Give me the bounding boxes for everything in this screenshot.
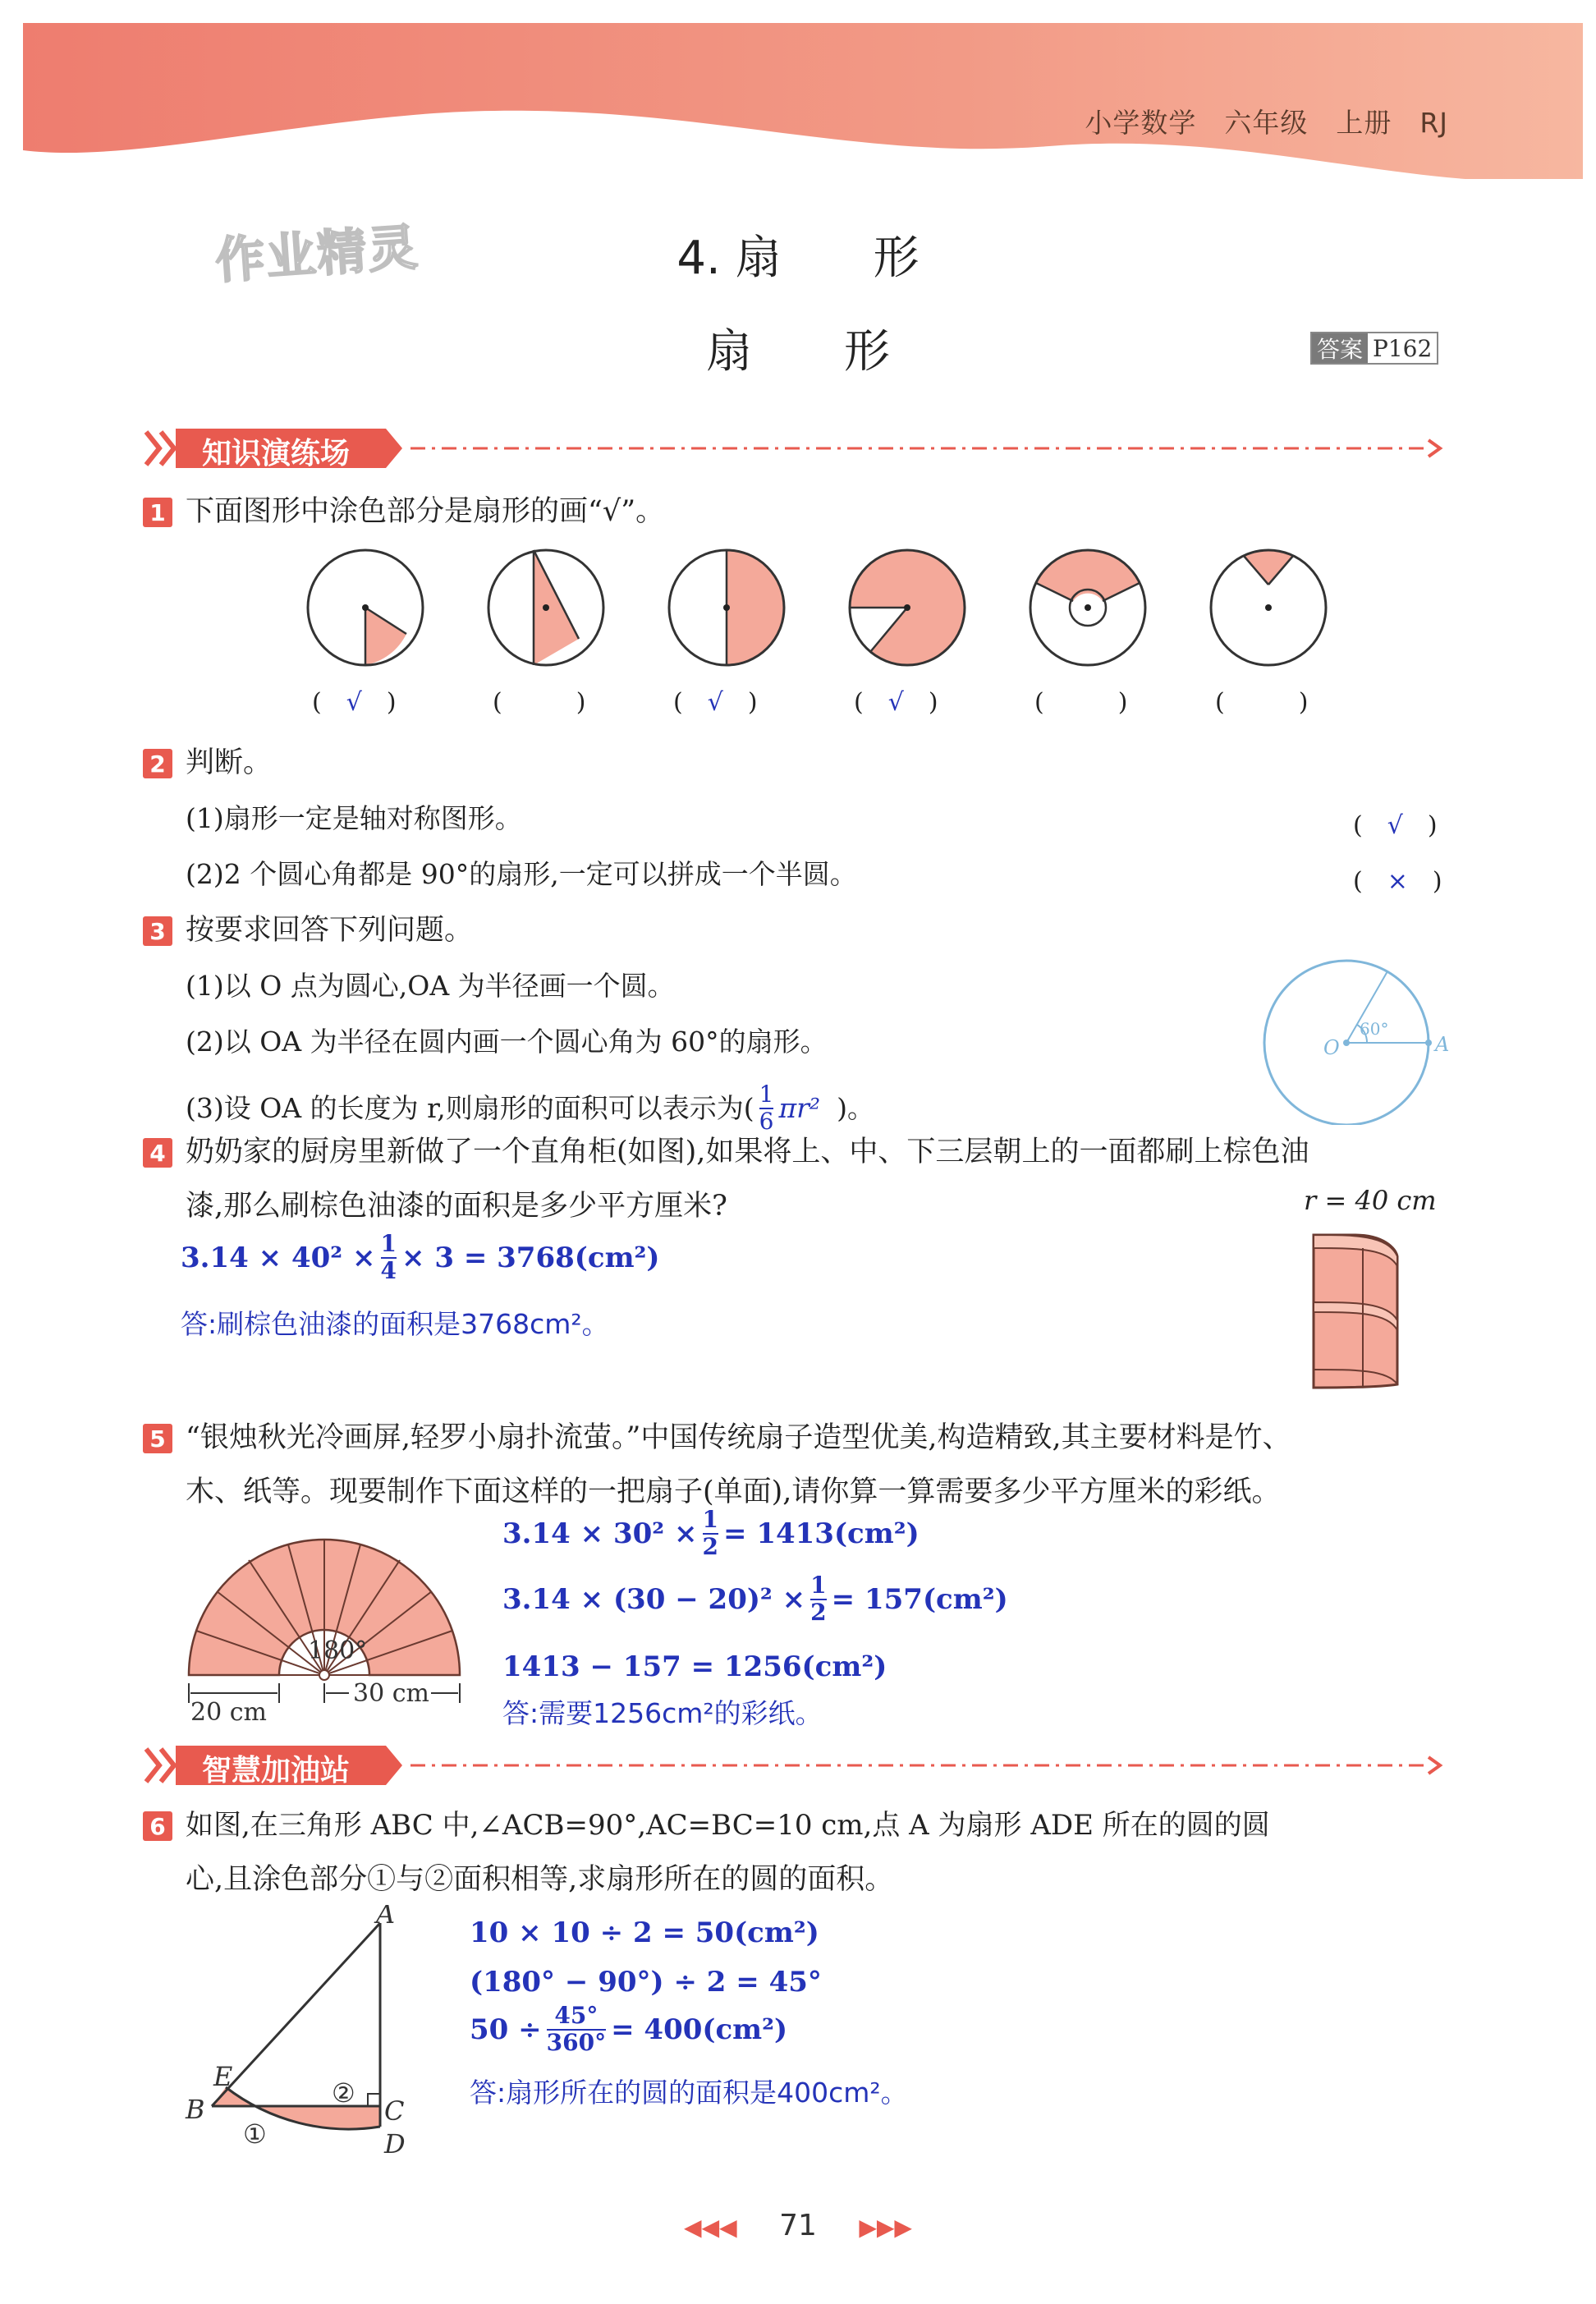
q5-solution-3: 1413 − 157 = 1256(cm²): [502, 1650, 887, 1683]
q4-radius: r = 40 cm: [1304, 1185, 1437, 1216]
q6-solution-3: 50 ÷ $\frac{45^\circ}{360^\circ}$ = 400(cm²): [470, 2002, 788, 2056]
q4-line2: 漆,那么刷棕色油漆的面积是多少平方厘米?: [186, 1190, 727, 1223]
watermark: 作业精灵: [213, 218, 421, 291]
section-title-practice: 知识演练场: [202, 437, 351, 470]
q5-solution-2: 3.14 × (30 − 20)² × $\frac{1}{2}$ = 157(cm²): [502, 1572, 1008, 1626]
q6-solution-1: 10 × 10 ÷ 2 = 50(cm²): [470, 1916, 819, 1949]
header-subject: 小学数学: [1085, 107, 1197, 139]
q5-line1: “银烛秋光冷画屏,轻罗小扇扑流萤。”中国传统扇子造型优美,构造精致,其主要材料是竹、: [186, 1421, 1291, 1454]
answer-page: P162: [1373, 334, 1433, 362]
q1-answer-1: ( √ ): [312, 688, 397, 717]
q2-answer-1: ( √ ): [1353, 811, 1438, 840]
q3-text: 按要求回答下列问题。: [186, 914, 474, 947]
q1-answer-4: ( √ ): [854, 688, 938, 717]
q6-fig-region1: ①: [243, 2118, 267, 2150]
q4-cabinet-figure: [1305, 1223, 1420, 1396]
next-arrows-icon: ▶▶▶: [859, 2214, 912, 2241]
q1-answer-2: ( ): [493, 688, 586, 717]
q3-fig-O: O: [1323, 1036, 1340, 1059]
q1-fig4: [850, 550, 965, 665]
q5-answer: 答:需要1256cm²的彩纸。: [502, 1697, 823, 1729]
q5-fig-len2: 30 cm: [353, 1679, 429, 1708]
q3-item-3: (3)设 OA 的长度为 r,则扇形的面积可以表示为( $\frac{1}{6}$ πr² )。: [186, 1081, 875, 1135]
q5-number: 5: [143, 1424, 172, 1453]
q5-fig-len1: 20 cm: [190, 1698, 267, 1724]
header-info: [1057, 102, 1448, 140]
q4-number: 4: [143, 1138, 172, 1168]
q6-fig-E: E: [213, 2061, 233, 2092]
section-title-wisdom: 智慧加油站: [202, 1754, 351, 1788]
q6-solution-2: (180° − 90°) ÷ 2 = 45°: [470, 1966, 822, 1999]
answer-label: 答案: [1312, 333, 1368, 363]
q3-answer-tail: πr²: [778, 1092, 821, 1125]
q1-text: 下面图形中涂色部分是扇形的画“√”。: [186, 495, 665, 528]
q5-solution-1-fraction: $\frac{1}{2}$: [702, 1506, 718, 1560]
q1-figures: [296, 542, 1346, 682]
q6-fig-A: A: [376, 1905, 396, 1930]
q2-text: 判断。: [186, 746, 273, 779]
q3-answer-fraction: $\frac{1}{6}$: [759, 1081, 774, 1135]
prev-arrows-icon: ◀◀◀: [684, 2214, 737, 2241]
chapter-title: 4. 扇 形: [676, 232, 920, 285]
header-banner: [23, 23, 1583, 179]
q6-fig-region2: ②: [332, 2077, 355, 2109]
section-title: 扇 形: [706, 325, 890, 379]
q6-line2: 心,且涂色部分①与②面积相等,求扇形所在的圆的面积。: [186, 1863, 894, 1896]
q3-fig-angle: 60°: [1360, 1019, 1389, 1039]
q1-answer-6: ( ): [1215, 688, 1309, 717]
header-volume: 上册: [1336, 107, 1392, 139]
q6-triangle-figure: [181, 1905, 443, 2176]
q5-fan-figure: [181, 1519, 476, 1724]
q4-answer: 答:刷棕色油漆的面积是3768cm²。: [181, 1308, 609, 1340]
answer-page-tag: [1310, 332, 1438, 365]
header-edition: RJ: [1419, 107, 1448, 139]
q1-fig3: [669, 550, 784, 665]
q6-fig-D: D: [384, 2128, 406, 2159]
q2-item-2: (2)2 个圆心角都是 90°的扇形,一定可以拼成一个半圆。: [186, 858, 857, 890]
q3-item-2: (2)以 OA 为半径在圆内画一个圆心角为 60°的扇形。: [186, 1026, 828, 1058]
q1-number: 1: [143, 498, 172, 527]
q1-fig1: [308, 550, 423, 665]
q6-number: 6: [143, 1811, 172, 1841]
q6-line1: 如图,在三角形 ABC 中,∠ACB=90°,AC=BC=10 cm,点 A 为扇形 ADE 所在的圆的圆: [186, 1809, 1270, 1842]
q3-item-1: (1)以 O 点为圆心,OA 为半径画一个圆。: [186, 970, 675, 1002]
q6-fig-B: B: [186, 2094, 205, 2125]
q1-answer-3: ( √ ): [673, 688, 758, 717]
q3-circle-figure: [1248, 952, 1461, 1125]
q4-solution: 3.14 × 40² × $\frac{1}{4}$ × 3 = 3768(cm²): [181, 1230, 660, 1284]
q4-solution-fraction: $\frac{1}{4}$: [380, 1230, 397, 1284]
q5-solution-1: 3.14 × 30² × $\frac{1}{2}$ = 1413(cm²): [502, 1506, 920, 1560]
q6-solution-3-fraction: $\frac{45^\circ}{360^\circ}$: [546, 2002, 607, 2056]
q2-number: 2: [143, 749, 172, 778]
q6-fig-C: C: [384, 2095, 405, 2127]
q5-fig-angle: 180°: [308, 1636, 368, 1665]
page-number: 71: [779, 2209, 817, 2242]
q3-number: 3: [143, 916, 172, 946]
q4-line1: 奶奶家的厨房里新做了一个直角柜(如图),如果将上、中、下三层朝上的一面都刷上棕色油: [186, 1136, 1309, 1168]
q1-fig5: [1030, 550, 1145, 665]
q2-item-1: (1)扇形一定是轴对称图形。: [186, 802, 522, 834]
q1-answer-5: ( ): [1034, 688, 1128, 717]
header-grade: 六年级: [1224, 107, 1309, 139]
q3-fig-A: A: [1435, 1033, 1450, 1056]
q5-solution-2-fraction: $\frac{1}{2}$: [810, 1572, 827, 1626]
page-footer: [0, 2209, 1596, 2242]
q1-fig2: [488, 550, 603, 665]
q1-fig6: [1211, 550, 1326, 665]
q6-answer: 答:扇形所在的圆的面积是400cm²。: [470, 2077, 908, 2109]
q5-line2: 木、纸等。现要制作下面这样的一把扇子(单面),请你算一算需要多少平方厘米的彩纸。: [186, 1476, 1281, 1508]
q2-answer-2: ( × ): [1353, 867, 1442, 896]
